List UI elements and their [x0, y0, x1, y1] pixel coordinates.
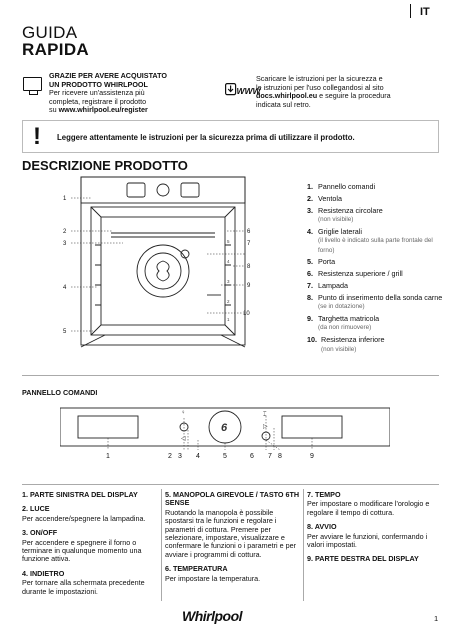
fan-ring [145, 253, 181, 289]
register-line-3 [49, 106, 224, 115]
language-code: IT [420, 6, 430, 18]
whirlpool-logo: Whirlpool [182, 608, 243, 624]
panel-number-2: 2 [168, 453, 172, 460]
legend-note: (non visibile) [321, 345, 357, 353]
legend-label: Resistenza inferiore [321, 335, 385, 345]
divider [22, 375, 439, 376]
shelf-number: 3 [227, 279, 230, 284]
divider [22, 484, 439, 485]
legend-label: Lampada [318, 281, 348, 290]
left-display [127, 183, 145, 197]
legend-item [307, 258, 445, 266]
legend-item [307, 336, 445, 354]
legend-item [307, 270, 445, 278]
monitor-icon [23, 77, 42, 91]
legend-item [307, 183, 445, 191]
description-text: Per impostare la temperatura. [165, 573, 261, 583]
download-line-2: le istruzioni per l'uso collegandosi al sito [256, 82, 384, 92]
panel-number-4: 4 [196, 453, 200, 460]
legend-note: (da non rimuovere) [318, 324, 372, 332]
legend-item [307, 282, 445, 290]
shelf-number: 4 [227, 259, 230, 264]
legend-note: (se in dotazione) [318, 303, 365, 311]
legend-number: 6. [307, 269, 313, 279]
callout-9: 9 [247, 283, 251, 289]
legend-label: Targhetta matricola [318, 314, 380, 323]
register-line-3-prefix: su [49, 105, 59, 115]
column-divider [303, 489, 304, 601]
description-column-2 [165, 491, 303, 589]
legend-number: 5. [307, 257, 313, 267]
legend-number: 7. [307, 281, 313, 290]
download-line-3-suffix: e seguire la procedura [317, 91, 391, 101]
download-line-4: indicata sul retro. [256, 99, 311, 109]
description-heading: 4. INDIETRO [22, 568, 65, 578]
shelf-number: 2 [227, 299, 230, 304]
panel-number-8: 8 [278, 453, 282, 460]
register-heading-1: GRAZIE PER AVERE ACQUISTATO [49, 71, 167, 80]
light-icon: ♀ [181, 410, 186, 416]
register-text [49, 72, 224, 115]
description-heading: 9. PARTE DESTRA DEL DISPLAY [307, 554, 419, 564]
control-panel-title: PANNELLO COMANDI [22, 388, 98, 397]
legend-label: Resistenza circolare [318, 205, 383, 215]
download-line-1: Scaricare le istruzioni per la sicurezza e [256, 74, 383, 83]
panel-number-1: 1 [106, 453, 110, 460]
oven-diagram [57, 175, 287, 350]
description-heading: 2. LUCE [22, 504, 50, 514]
oven-control-panel [81, 177, 245, 203]
legend-item [307, 207, 445, 225]
back-icon: ◁ [181, 436, 186, 442]
description-heading: 7. TEMPO [307, 490, 341, 499]
page-number: 1 [434, 614, 439, 623]
language-separator [410, 4, 411, 18]
legend-number: 3. [307, 205, 313, 215]
panel-knob [157, 184, 169, 196]
panel-number-6: 6 [250, 453, 254, 460]
warning-icon: ! [33, 123, 41, 150]
legend-number: 9. [307, 314, 313, 323]
legend-label: Pannello comandi [318, 182, 376, 191]
product-legend [307, 183, 445, 357]
description-heading: 3. ON/OFF [22, 528, 58, 538]
legend-number: 2. [307, 193, 313, 203]
description-text: Per tornare alla schermata precedente durante le impostazioni. [22, 578, 145, 596]
legend-item [307, 228, 445, 255]
safety-warning-box [22, 120, 439, 153]
callout-5: 5 [63, 329, 67, 335]
panel-number-3: 3 [178, 453, 182, 460]
column-divider [161, 489, 162, 601]
warning-text: Leggere attentamente le istruzioni per la sicurezza prima di utilizzare il prodotto. [57, 133, 355, 142]
callout-2: 2 [63, 229, 67, 235]
legend-label: Porta [318, 257, 336, 267]
description-text: Ruotando la manopola è possibile spostarsi tra le funzioni e regolare i parametri di cottura. Premere per selezionare, impostare, visualizzare e confermare le funzioni o i parametri e per avviare i programmi di cottura. [165, 507, 297, 559]
description-heading: 8. AVVIO [307, 522, 337, 532]
description-heading: 6. TEMPERATURA [165, 564, 228, 574]
description-heading: 1. PARTE SINISTRA DEL DISPLAY [22, 490, 138, 499]
docs-link[interactable]: docs.whirlpool.eu [256, 91, 318, 101]
register-line-1: Per ricevere un'assistenza più [49, 88, 145, 98]
title-rapida: RAPIDA [22, 40, 89, 59]
panel-right-display [282, 416, 342, 438]
register-heading-2: UN PRODOTTO WHIRLPOOL [49, 79, 148, 89]
callout-7: 7 [247, 241, 251, 247]
time-icon: ▷ [263, 424, 268, 430]
legend-label: Griglie laterali [318, 226, 362, 236]
legend-note: (non visibile) [318, 216, 354, 223]
knob-label: 6 [221, 422, 228, 434]
register-line-2: completa, registrare il prodotto [49, 96, 147, 106]
callout-10: 10 [243, 311, 250, 317]
description-text: Per accendere e spegnere il forno o terminare in qualunque momento una funzione attiva. [22, 537, 142, 564]
legend-item [307, 294, 445, 312]
callout-6: 6 [247, 229, 251, 235]
fan-blades [157, 261, 169, 281]
register-link[interactable]: www.whirlpool.eu/register [58, 105, 148, 115]
legend-number: 10. [307, 335, 317, 345]
legend-item [307, 195, 445, 203]
legend-note: (il livello è indicato sulla parte frontale del forno) [318, 237, 433, 254]
temperature-icon: ⌶ [263, 412, 267, 418]
right-display [181, 183, 199, 197]
description-column-1 [22, 491, 160, 602]
description-text: Per accendere/spegnere la lampadina. [22, 513, 146, 523]
legend-label: Ventola [318, 193, 342, 203]
callout-1: 1 [63, 196, 67, 202]
shelf-number: 1 [227, 317, 230, 322]
description-column-3 [307, 491, 442, 570]
grill-element [111, 233, 215, 237]
legend-number: 8. [307, 292, 313, 302]
description-text: Per avviare le funzioni, confermando i valori impostati. [307, 531, 428, 550]
download-text [256, 75, 441, 109]
panel-number-9: 9 [310, 453, 314, 460]
shelf-number: 5 [227, 239, 230, 244]
description-heading: 5. MANOPOLA GIREVOLE / TASTO 6TH SENSE [165, 490, 300, 508]
legend-label: Resistenza superiore / grill [318, 269, 403, 279]
callout-3: 3 [63, 241, 67, 247]
panel-number-5: 5 [223, 453, 227, 460]
product-description-title: DESCRIZIONE PRODOTTO [22, 158, 188, 173]
panel-number-7: 7 [268, 453, 272, 460]
callout-4: 4 [63, 285, 67, 291]
oven-cavity [91, 207, 235, 335]
legend-label: Punto di inserimento della sonda carne [318, 292, 443, 302]
callout-8: 8 [247, 264, 251, 270]
legend-number: 1. [307, 182, 313, 191]
legend-item [307, 315, 445, 333]
panel-left-display [78, 416, 138, 438]
www-label: WWW [236, 86, 261, 96]
control-panel-diagram [60, 406, 390, 461]
legend-number: 4. [307, 226, 313, 236]
title-guida: GUIDA [22, 23, 78, 42]
start-button[interactable] [262, 432, 270, 440]
description-text: Per impostare o modificare l'orologio e regolare il tempo di cottura. [307, 499, 430, 517]
